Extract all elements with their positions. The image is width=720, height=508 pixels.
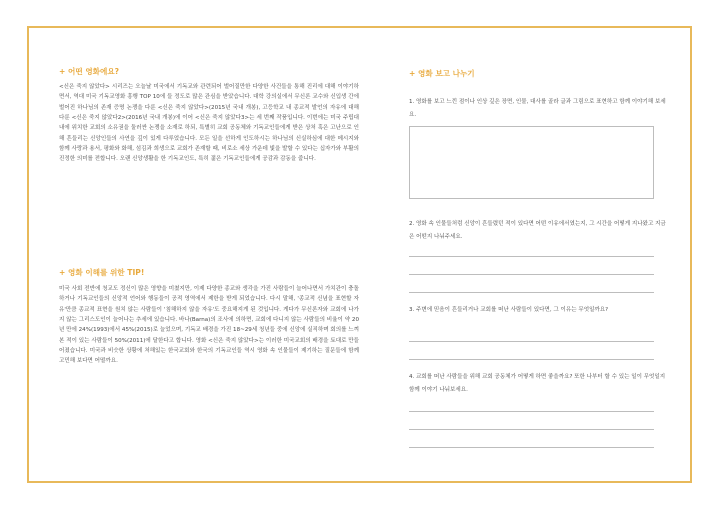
- question-3: 3. 주변에 믿음이 흔들리거나 교회를 떠난 사람들이 있다면, 그 이유는 무엇일까요?: [409, 307, 609, 313]
- answer-line[interactable]: [409, 429, 654, 430]
- question-1: 1. 영화를 보고 느낀 점이나 인상 깊은 장면, 인물, 대사를 골라 글과 그림으로 표현하고 함께 이야기해 보세요.: [409, 99, 666, 118]
- answer-line[interactable]: [409, 447, 654, 448]
- answer-line[interactable]: [409, 256, 654, 257]
- drawing-answer-box[interactable]: [409, 126, 654, 199]
- section-title-discussion: + 영화 보고 나누기: [409, 69, 475, 78]
- answer-line[interactable]: [409, 274, 654, 275]
- section-title-tip: + 영화 이해를 위한 TIP!: [59, 268, 145, 277]
- section-title-about-movie: + 어떤 영화에요?: [59, 67, 120, 76]
- section-body-tip: 미국 사회 전반에 청교도 정신이 많은 영향을 미쳤지만, 이제 다양한 종교와 생각을 가진 사람들이 늘어나면서 가치관이 충돌하거나 기독교인들의 신앙적 언어와 행동들이 공적 영역에서 제한을 받게 되었습니다. 다시 말해, '종교적 신념을 표현할 자유'만큼 종교적 표현을 원치 않는 사람들이 '침해하지 않을 자유'도 중요해지게 된 것입니다. 게다가 무신론자와 교회에 나가지 않는 그리스도인이 늘어나는 추세에 있습니다. 바나(Barna)의 조사에 의하면, 교회에 다니지 않는 사람들의 비율이 약 20년 만에 24%(1993)에서 45%(2015)로 늘었으며, 기독교 배경을 가진 18~29세 청년들 중에 신앙에 실직하며 회의를 느껴본 적이 있는 사람들이 50%(2011)에 달한다고 합니다. 영화 <신은 죽지 않았다>는 이러한 미국교회의 배경을 토대로 만들어졌습니다. 미국과 비슷한 상황에 처해있는 한국교회와 한국의 기독교인들 역시 영화 속 인물들이 제기하는 질문들에 함께 고민해 보다면 어떨까요.: [59, 286, 359, 365]
- page-frame: [27, 26, 692, 483]
- answer-line[interactable]: [409, 411, 654, 412]
- answer-line[interactable]: [409, 359, 654, 360]
- answer-line[interactable]: [409, 341, 654, 342]
- section-body-about-movie: <신은 죽지 않았다> 시리즈는 오늘날 미국에서 기독교와 관련되어 벌어질만한 다양한 사건들을 통해 진리에 대해 이야기하면서, 역대 미국 기독교영화 흥행 TOP 10에 들 정도로 많은 관심을 받았습니다. 대학 강의실에서 무신론 교수와 신입생 간에 벌어진 하나님의 존재 증명 논쟁을 다룬 <신은 죽지 않았다>(2015년 국내 개봉), 고등학교 내 종교적 발언의 자유에 대해 다룬 <신은 죽지 않았다2>(2016년 국내 개봉)에 이어 <신은 죽지 않았다3>는 세 번째 작품입니다. 이번에는 미국 주립대 내에 위치한 교회의 소유권을 둘러싼 논쟁을 소재로 하되, 특별히 교회 공동체와 기독교인들에게 받은 상처 혹은 고난으로 인해 흔들리는 신앙인들의 사연을 깊이 있게 다루었습니다. 모든 일을 선하게 인도하시는 하나님의 신실하심에 대한 메시지와 함께 사랑과 용서, 평화와 화해, 섬김과 희생으로 교회가 존재할 때, 비로소 세상 가운데 빛을 발할 수 있다는 십자가와 부활의 진정한 의미를 전합니다. 오랜 신앙생활을 한 기독교인도, 특히 젊은 기독교인들에게 공감과 감동을 줍니다.: [59, 84, 359, 163]
- answer-line[interactable]: [409, 292, 654, 293]
- question-4: 4. 교회를 떠난 사람들을 위해 교회 공동체가 어떻게 하면 좋을까요? 또한 나부터 할 수 있는 일이 무엇일지 함께 이야기 나눠보세요.: [409, 374, 666, 393]
- question-2: 2. 영화 속 인물들처럼 신앙이 흔들렸던 적이 있다면 어떤 이유에서였는지, 그 시간을 어떻게 지나왔고 지금은 어떤지 나눠주세요.: [409, 221, 666, 240]
